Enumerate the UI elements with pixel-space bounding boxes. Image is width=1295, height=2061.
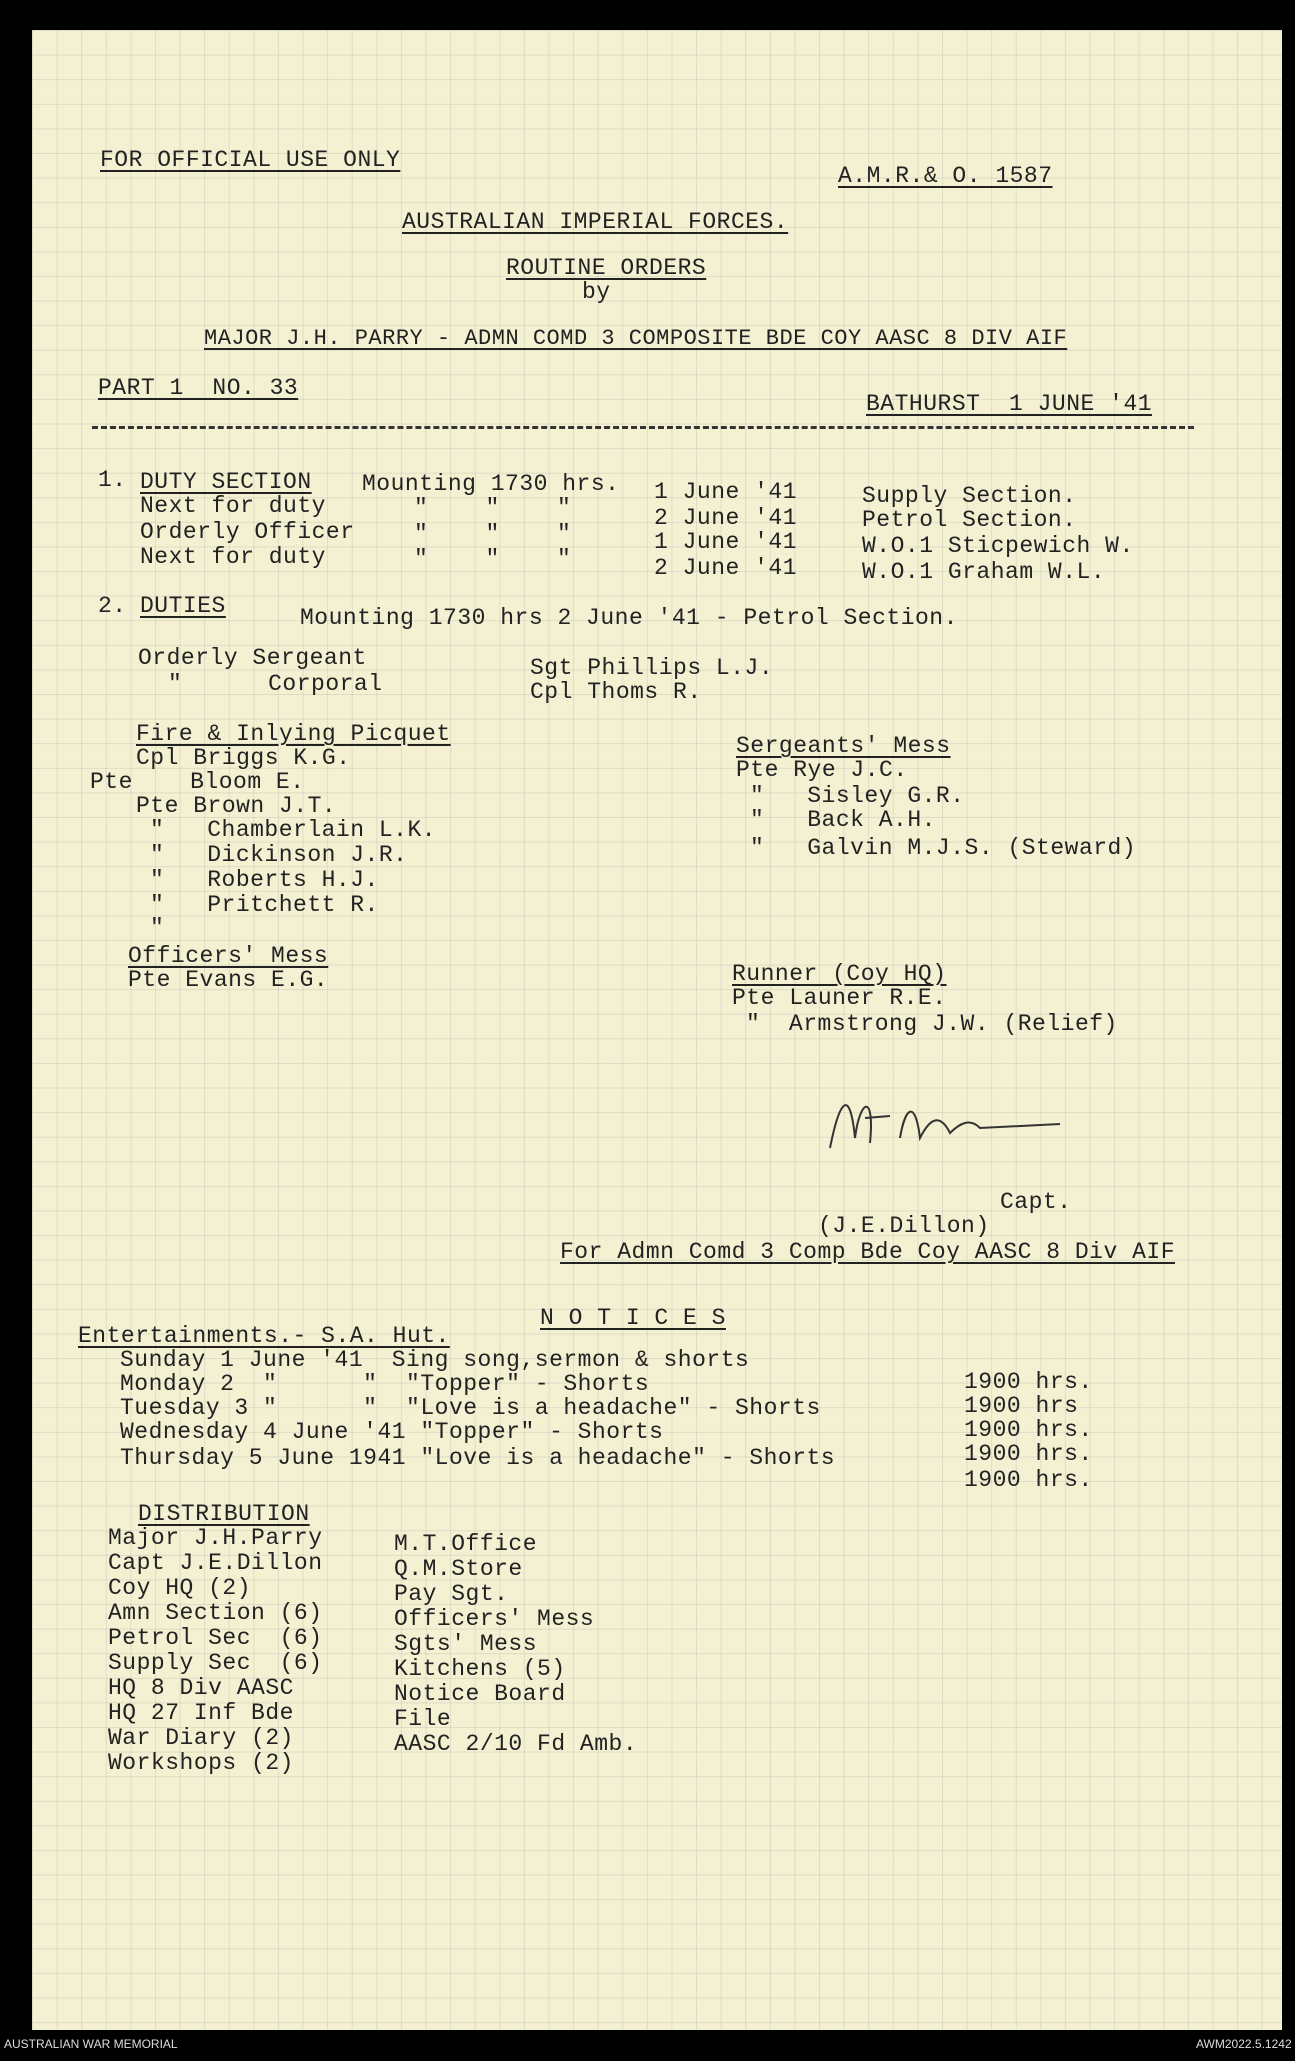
signature-rank: Capt. (1000, 1189, 1072, 1215)
duty-row-assignment: Petrol Section. (862, 507, 1077, 533)
picquet-member: " Roberts H.J. (150, 867, 379, 893)
duty-row-assignment: W.O.1 Sticpewich W. (862, 533, 1134, 559)
distribution-item: M.T.Office (394, 1531, 538, 1557)
runner-title: Runner (Coy HQ) (732, 961, 947, 987)
notice-row-text: Monday 2 " " "Topper" - Shorts (120, 1371, 650, 1397)
footer-accession: AWM2022.5.1242 (1196, 2037, 1292, 2051)
sgts-mess-title: Sergeants' Mess (736, 733, 951, 759)
orderly-sergeant-name: Sgt Phillips L.J. (530, 655, 774, 681)
distribution-item: Officers' Mess (394, 1606, 595, 1632)
distribution-item: Workshops (2) (108, 1750, 294, 1776)
sgts-mess-member: " Galvin M.J.S. (Steward) (750, 835, 1137, 861)
duty-row-label: Orderly Officer (140, 519, 355, 545)
distribution-item: Petrol Sec (6) (108, 1625, 323, 1651)
distribution-item: Kitchens (5) (394, 1656, 566, 1682)
section-1-number: 1. (98, 467, 127, 493)
duty-row-mounting: " " " (414, 521, 572, 547)
distribution-item: Sgts' Mess (394, 1631, 538, 1657)
signature-scrawl (820, 1078, 1080, 1168)
distribution-item: AASC 2/10 Fd Amb. (394, 1731, 638, 1757)
footer-institution: AUSTRALIAN WAR MEMORIAL (4, 2037, 178, 2051)
notice-row-time: 1900 hrs. (964, 1369, 1093, 1395)
duty-row-mounting: " " " (414, 495, 572, 521)
officers-mess-member: Pte Evans E.G. (128, 967, 329, 993)
picquet-member: " Dickinson J.R. (150, 842, 408, 868)
officers-mess-title: Officers' Mess (128, 943, 329, 969)
notice-row-time: 1900 hrs (964, 1393, 1079, 1419)
organisation-title: AUSTRALIAN IMPERIAL FORCES. (402, 209, 789, 235)
duty-row-mounting: " " " (414, 546, 572, 572)
section-2-number: 2. (98, 593, 127, 619)
orderly-sergeant-label: Orderly Sergeant (138, 645, 367, 671)
duty-row-date: 2 June '41 (654, 555, 798, 581)
issuer-line: MAJOR J.H. PARRY - ADMN COMD 3 COMPOSITE BDE COY AASC 8 DIV AIF (204, 326, 1068, 351)
duty-row-mounting: Mounting 1730 hrs. (362, 471, 620, 497)
distribution-item: File (394, 1706, 452, 1732)
duty-row-date: 1 June '41 (654, 479, 798, 505)
duty-row-label: Next for duty (140, 493, 326, 519)
notice-row-text: Tuesday 3 " " "Love is a headache" - Shorts (120, 1395, 821, 1421)
duties-title: DUTIES (140, 593, 226, 619)
picquet-member: " Pritchett R. (150, 892, 379, 918)
picquet-title: Fire & Inlying Picquet (136, 721, 451, 747)
duty-row-assignment: Supply Section. (862, 483, 1077, 509)
notice-row-time: 1900 hrs. (964, 1417, 1093, 1443)
picquet-member: Cpl Briggs K.G. (136, 745, 351, 771)
duty-row-label: DUTY SECTION (140, 469, 312, 495)
notice-row-time: 1900 hrs. (964, 1467, 1093, 1493)
dashed-separator (92, 426, 1194, 429)
notice-row-text: Thursday 5 June 1941 "Love is a headache" - Shorts (120, 1445, 836, 1471)
distribution-item: HQ 8 Div AASC (108, 1675, 294, 1701)
distribution-item: Notice Board (394, 1681, 566, 1707)
distribution-item: HQ 27 Inf Bde (108, 1700, 294, 1726)
duties-mounting: Mounting 1730 hrs 2 June '41 - Petrol Section. (300, 605, 958, 631)
orderly-corporal-label: " Corporal (168, 671, 383, 697)
duty-row-label: Next for duty (140, 544, 326, 570)
picquet-member: Pte Brown J.T. (136, 793, 337, 819)
runner-member: Pte Launer R.E. (732, 985, 947, 1011)
sgts-mess-member: Pte Rye J.C. (736, 757, 908, 783)
distribution-item: War Diary (2) (108, 1725, 294, 1751)
signature-name: (J.E.Dillon) (818, 1213, 990, 1239)
distribution-item: Q.M.Store (394, 1556, 523, 1582)
place-date: BATHURST 1 JUNE '41 (866, 391, 1153, 417)
part-number: PART 1 NO. 33 (98, 375, 299, 401)
distribution-item: Capt J.E.Dillon (108, 1550, 323, 1576)
picquet-member: " Chamberlain L.K. (150, 817, 437, 843)
distribution-item: Supply Sec (6) (108, 1650, 323, 1676)
sgts-mess-member: " Sisley G.R. (750, 783, 965, 809)
notice-row-time: 1900 hrs. (964, 1441, 1093, 1467)
routine-orders-title: ROUTINE ORDERS (506, 255, 707, 281)
distribution-item: Amn Section (6) (108, 1600, 323, 1626)
official-use-heading: FOR OFFICIAL USE ONLY (100, 147, 401, 173)
notices-title: N O T I C E S (540, 1305, 726, 1331)
duty-row-date: 2 June '41 (654, 505, 798, 531)
picquet-member: Pte Bloom E. (90, 769, 305, 795)
distribution-item: Major J.H.Parry (108, 1525, 323, 1551)
picquet-member: " (150, 915, 165, 941)
runner-member: " Armstrong J.W. (Relief) (746, 1011, 1118, 1037)
notice-row-text: Wednesday 4 June '41 "Topper" - Shorts (120, 1419, 664, 1445)
duty-row-assignment: W.O.1 Graham W.L. (862, 559, 1106, 585)
signature-for-line: For Admn Comd 3 Comp Bde Coy AASC 8 Div AIF (560, 1239, 1175, 1265)
distribution-item: Coy HQ (2) (108, 1575, 252, 1601)
reference-number: A.M.R.& O. 1587 (838, 163, 1053, 189)
sgts-mess-member: " Back A.H. (750, 807, 936, 833)
distribution-title: DISTRIBUTION (138, 1501, 310, 1527)
distribution-item: Pay Sgt. (394, 1581, 509, 1607)
entertainments-heading: Entertainments.- S.A. Hut. (78, 1323, 450, 1349)
orderly-corporal-name: Cpl Thoms R. (530, 679, 702, 705)
duty-row-date: 1 June '41 (654, 529, 798, 555)
notice-row-text: Sunday 1 June '41 Sing song,sermon & shorts (120, 1347, 750, 1373)
by-label: by (582, 279, 611, 305)
